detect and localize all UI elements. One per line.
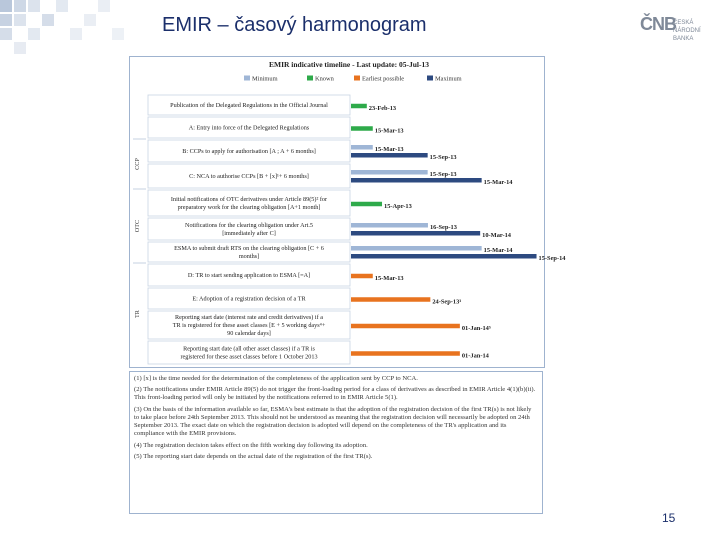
footnotes-box: [129, 371, 543, 514]
bar-maximum: [351, 178, 482, 183]
row-label-line: Reporting start date (all other asset classes) if a TR is: [183, 345, 315, 353]
row-label-line: E: Adoption of a registration decision of a TR: [192, 295, 306, 303]
bar-date-label: 24-Sep-13³: [432, 298, 462, 306]
row-label-line: [immediately after C]: [222, 230, 276, 238]
row-label-line: Notifications for the clearing obligation under Art.5: [184, 222, 314, 230]
bar-date-label: 15-Mar-13: [374, 146, 404, 153]
bar-date-label: 10-Mar-14: [482, 232, 512, 239]
bar-date-label: 15-Sep-13: [429, 171, 457, 178]
bar-date-label: 23-Feb-13: [368, 104, 397, 112]
row-label-line: registered for these asset classes before 1 October 2013: [180, 353, 318, 361]
bar-earliest: [351, 351, 460, 356]
legend-label-maximum: Maximum: [435, 75, 462, 83]
chart-title: EMIR indicative timeline - Last update: 05-Jul-13: [269, 60, 429, 69]
bar-minimum: [351, 170, 428, 175]
bar-earliest: [351, 324, 460, 329]
row-label-line: Reporting start date (interest rate and credit derivatives) if a: [175, 314, 323, 322]
row-label-line: Publication of the Delegated Regulations in the Official Journal: [170, 102, 328, 110]
footnote: (3) On the basis of the information available so far, ESMA's best estimate is that the adoption of the registration decision of the first TR(s) is not likely to take place before 24th September 2013. This should not be understood as meaning that the registration decision will necessarily be adopted on 24th September 2013. The exact date on which the registration decision is adopted will depend on the completeness of the TR's application and its compliance with the EMIR provisions.: [134, 405, 532, 438]
footnote: (4) The registration decision takes effect on the fifth working day following its adoption.: [134, 441, 368, 449]
footnote: (5) The reporting start date depends on the actual date of the registration of the first TR(s).: [134, 452, 373, 460]
bar-date-label: 15-Mar-14: [483, 247, 513, 254]
bar-date-label: 01-Jan-14⁵: [461, 324, 491, 332]
bar-known: [351, 104, 367, 109]
row-label-line: TR is registered for these asset classes [E + 5 working days⁴+: [172, 322, 326, 330]
logo-text: [673, 19, 712, 43]
logo-mark: ČNB: [640, 14, 676, 34]
row-label-line: B: CCPs to apply for authorisation [A ; A + 6 months]: [182, 148, 316, 156]
bar-maximum: [351, 153, 428, 158]
footnote: (2) The notifications under EMIR Article 89(5) do not trigger the front-loading period for a class of derivatives as described in EMIR Article 4(1)(b)(ii). This front-loading period will only be initiated by the notifications referred to in EMIR Article 5(1).: [134, 386, 536, 402]
bar-date-label: 15-Apr-13: [384, 202, 412, 210]
row-label-line: Initial notifications of OTC derivatives under Article 89(5)² for: [170, 196, 328, 204]
bar-known: [351, 126, 373, 131]
legend-swatch-minimum: [244, 76, 250, 81]
bar-date-label: 15-Mar-13: [374, 274, 404, 282]
legend-label-earliest: Earliest possible: [362, 75, 405, 83]
legend-label-minimum: Minimum: [252, 75, 278, 83]
legend-swatch-maximum: [427, 76, 433, 81]
bar-minimum: [351, 145, 373, 150]
row-label-line: months]: [238, 253, 260, 261]
timeline-chart: [129, 56, 566, 368]
bar-date-label: 16-Sep-13: [429, 224, 457, 231]
row-label-line: 90 calendar days]: [227, 330, 271, 338]
group-label: CCP: [134, 158, 141, 170]
cnb-logo: [640, 14, 712, 42]
bar-earliest: [351, 274, 373, 279]
footnote: (1) [x] is the time needed for the determination of the completeness of the application sent by CCP to NCA.: [134, 375, 418, 382]
bar-date-label: 15-Sep-13: [429, 154, 457, 161]
bar-date-label: 15-Mar-13: [374, 127, 404, 135]
bar-date-label: 15-Mar-14: [483, 179, 513, 186]
bar-minimum: [351, 246, 482, 251]
bar-maximum: [351, 231, 480, 236]
row-label-line: D: TR to start sending application to ESMA [=A]: [187, 272, 311, 280]
page-number: 15: [662, 511, 676, 525]
logo-text-line1: ČESKÁ: [673, 20, 694, 26]
legend-swatch-earliest: [354, 76, 360, 81]
row-label-line: ESMA to submit draft RTS on the clearing obligation [C + 6: [174, 245, 324, 253]
group-label: TR: [134, 310, 141, 318]
row-label-line: preparatory work for the clearing obligation [A+1 month]: [177, 204, 321, 212]
bar-known: [351, 202, 382, 207]
bar-date-label: 01-Jan-14: [461, 352, 489, 360]
bar-earliest: [351, 297, 430, 302]
row-label-line: A: Entry into force of the Delegated Regulations: [188, 124, 310, 132]
group-label: OTC: [134, 219, 141, 233]
bar-maximum: [351, 254, 537, 259]
legend-swatch-known: [307, 76, 313, 81]
bar-minimum: [351, 223, 428, 228]
logo-text-line2: NÁRODNÍ BANKA: [673, 28, 701, 42]
legend-label-known: Known: [315, 75, 334, 83]
bar-date-label: 15-Sep-14: [538, 255, 566, 262]
row-label-line: C: NCA to authorise CCPs [B + [x]¹+ 6 months]: [189, 173, 309, 181]
slide-title: EMIR – časový harmonogram: [162, 14, 427, 36]
